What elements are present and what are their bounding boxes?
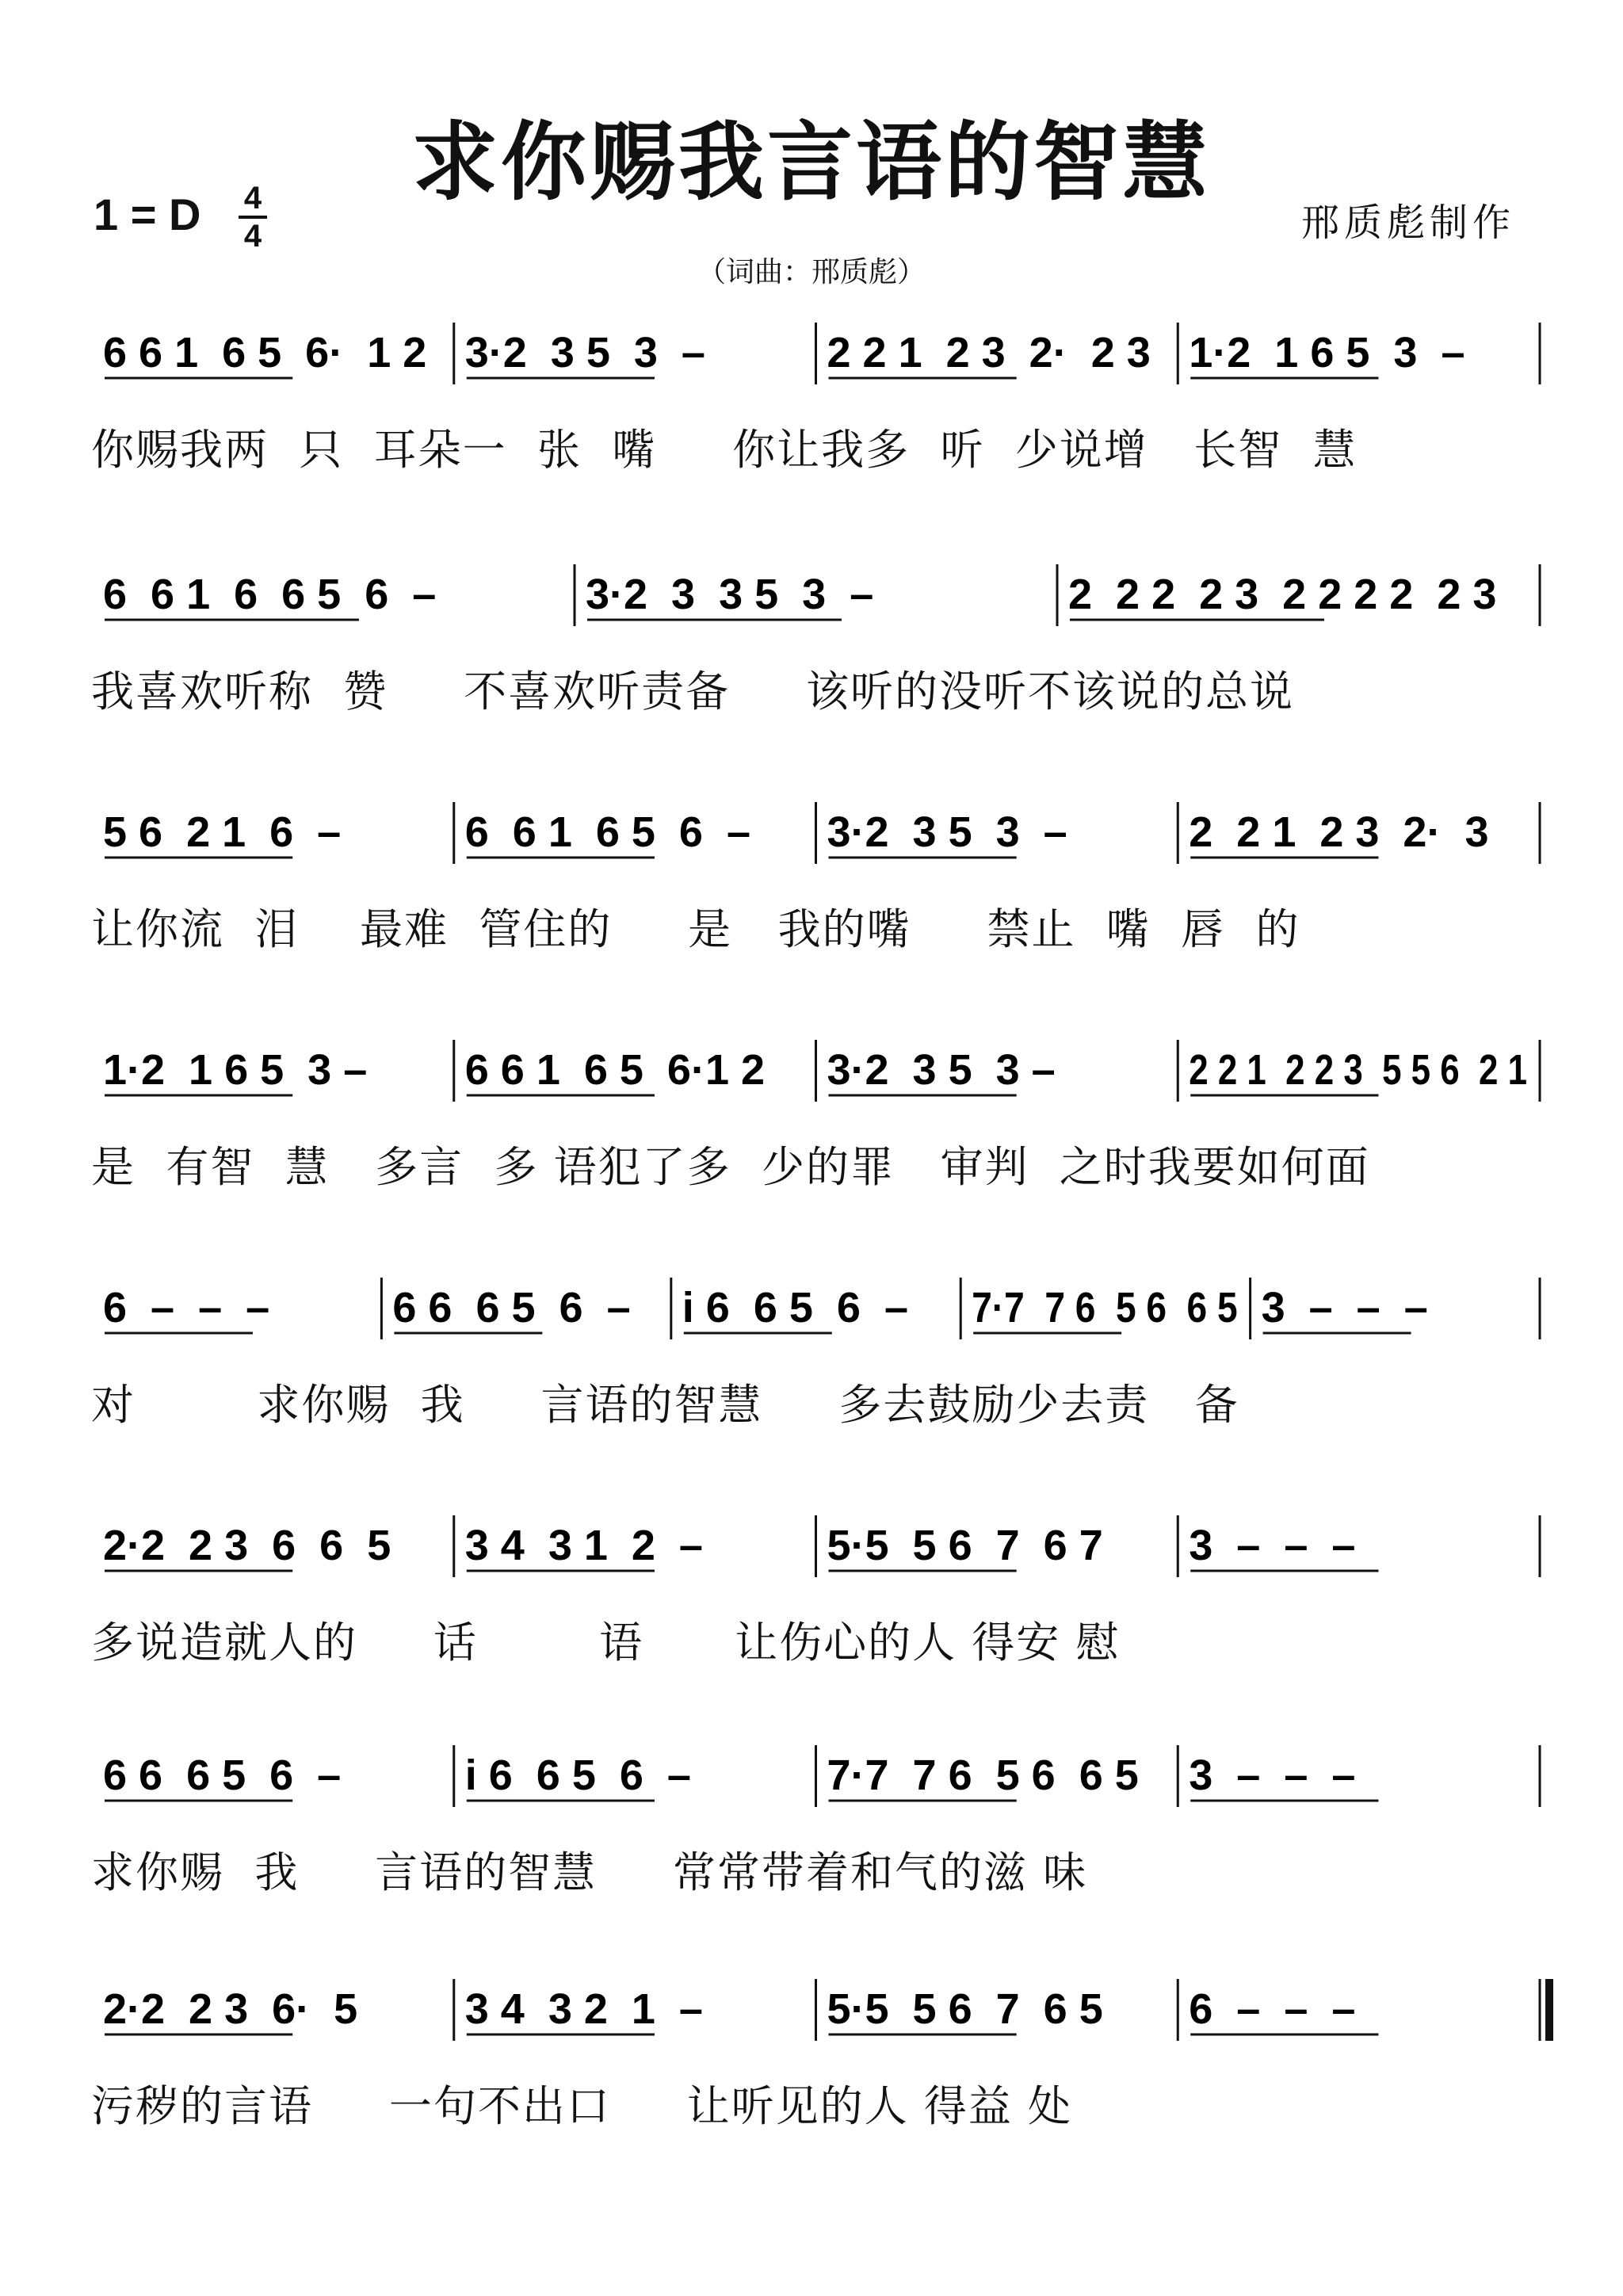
measure-notes: 3·2 3 5 3 – [827, 808, 1067, 856]
measure-notes: 6 6 6 5 6 – [392, 1284, 631, 1331]
notation-svg [0, 305, 1623, 400]
measure-notes: 5 6 2 1 6 – [103, 808, 342, 856]
measure-notes: 6 6 1 6 5 6·1 2 [464, 1046, 766, 1094]
key-signature: 1 = D [94, 189, 201, 239]
notation-line [0, 1962, 1623, 2057]
measure-notes: 3 4 3 1 2 – [464, 1522, 703, 1569]
time-signature [234, 181, 272, 254]
lyric-line: 我喜欢听称 赞 不喜欢听责备 该听的没听不该说的总说 [91, 667, 1294, 716]
measure-notes: 2 2 1 2 2 3 5 5 6 2 1 [1189, 1046, 1527, 1094]
measure-notes: 6 6 1 6 6 5 6 – [103, 571, 437, 618]
notation-line [0, 547, 1623, 642]
measure-notes: 2 2 1 2 3 2· 2 3 [827, 329, 1151, 376]
notation-line [0, 1022, 1623, 1117]
measure-notes: 6 – – – [103, 1284, 270, 1331]
lyric-line: 对 求你赐 我 言语的智慧 多去鼓励少去责 备 [91, 1380, 1239, 1430]
measure-notes: 7·7 7 6 5 6 6 5 [972, 1284, 1238, 1331]
measure-notes: 3 – – – [1261, 1284, 1428, 1331]
lyrics-music-credit: （词曲：邢质彪） [697, 256, 926, 288]
lyric-line: 污秽的言语 一句不出口 让听见的人 得益 处 [91, 2081, 1072, 2131]
measure-notes: 5·5 5 6 7 6 5 [827, 1985, 1103, 2033]
notation-svg [0, 1260, 1623, 1355]
measure-notes: 3 – – – [1189, 1522, 1356, 1569]
measure-notes: i 6 6 5 6 – [464, 1752, 691, 1799]
meter-top: 4 [243, 181, 262, 216]
notation-svg [0, 1022, 1623, 1117]
lyric-line: 多说造就人的 话 语 让伤心的人 得安 慰 [91, 1618, 1121, 1668]
measure-notes: 3 4 3 2 1 – [464, 1985, 703, 2033]
measure-notes: 3·2 3 3 5 3 – [586, 571, 874, 618]
measure-notes: 3·2 3 5 3 – [827, 1046, 1056, 1094]
notation-svg [0, 785, 1623, 880]
measure-notes: 7·7 7 6 5 6 6 5 [827, 1752, 1139, 1799]
song-title: 求你赐我言语的智慧 [411, 113, 1211, 212]
measure-notes: i 6 6 5 6 – [682, 1284, 908, 1331]
measure-notes: 6 – – – [1189, 1985, 1356, 2033]
measure-notes: 6 6 6 5 6 – [103, 1752, 342, 1799]
notation-line [0, 305, 1623, 400]
measure-notes: 2 2 2 2 3 2 2 2 2 2 3 [1068, 571, 1497, 618]
notation-line [0, 785, 1623, 880]
measure-notes: 5·5 5 6 7 6 7 [827, 1522, 1103, 1569]
measure-notes: 3·2 3 5 3 – [464, 329, 705, 376]
lyric-line: 让你流 泪 最难 管住的 是 我的嘴 禁止 嘴 唇 的 [91, 904, 1300, 954]
measure-notes: 2·2 2 3 6· 5 [103, 1985, 358, 2033]
lyric-line: 你赐我两 只 耳朵一 张 嘴 你让我多 听 少说增 长智 慧 [91, 425, 1358, 475]
measure-notes: 6 6 1 6 5 6· 1 2 [103, 329, 427, 376]
author-credit: 邢质彪制作 [1301, 201, 1516, 245]
notation-line [0, 1728, 1623, 1823]
notation-svg [0, 547, 1623, 642]
notation-line [0, 1498, 1623, 1593]
measure-notes: 1·2 1 6 5 3 – [103, 1046, 368, 1094]
measure-notes: 2·2 2 3 6 6 5 [103, 1522, 391, 1569]
notation-svg [0, 1728, 1623, 1823]
notation-line [0, 1260, 1623, 1355]
measure-notes: 3 – – – [1189, 1752, 1356, 1799]
lyric-line: 是 有智 慧 多言 多 语犯了多 少的罪 审判 之时我要如何面 [91, 1142, 1370, 1192]
measure-notes: 2 2 1 2 3 2· 3 [1189, 808, 1489, 856]
notation-svg [0, 1498, 1623, 1593]
lyric-line: 求你赐 我 言语的智慧 常常带着和气的滋 味 [91, 1847, 1088, 1897]
measure-notes: 1·2 1 6 5 3 – [1189, 329, 1465, 376]
measure-notes: 6 6 1 6 5 6 – [464, 808, 751, 856]
notation-svg [0, 1962, 1623, 2057]
meter-bottom: 4 [243, 219, 262, 254]
